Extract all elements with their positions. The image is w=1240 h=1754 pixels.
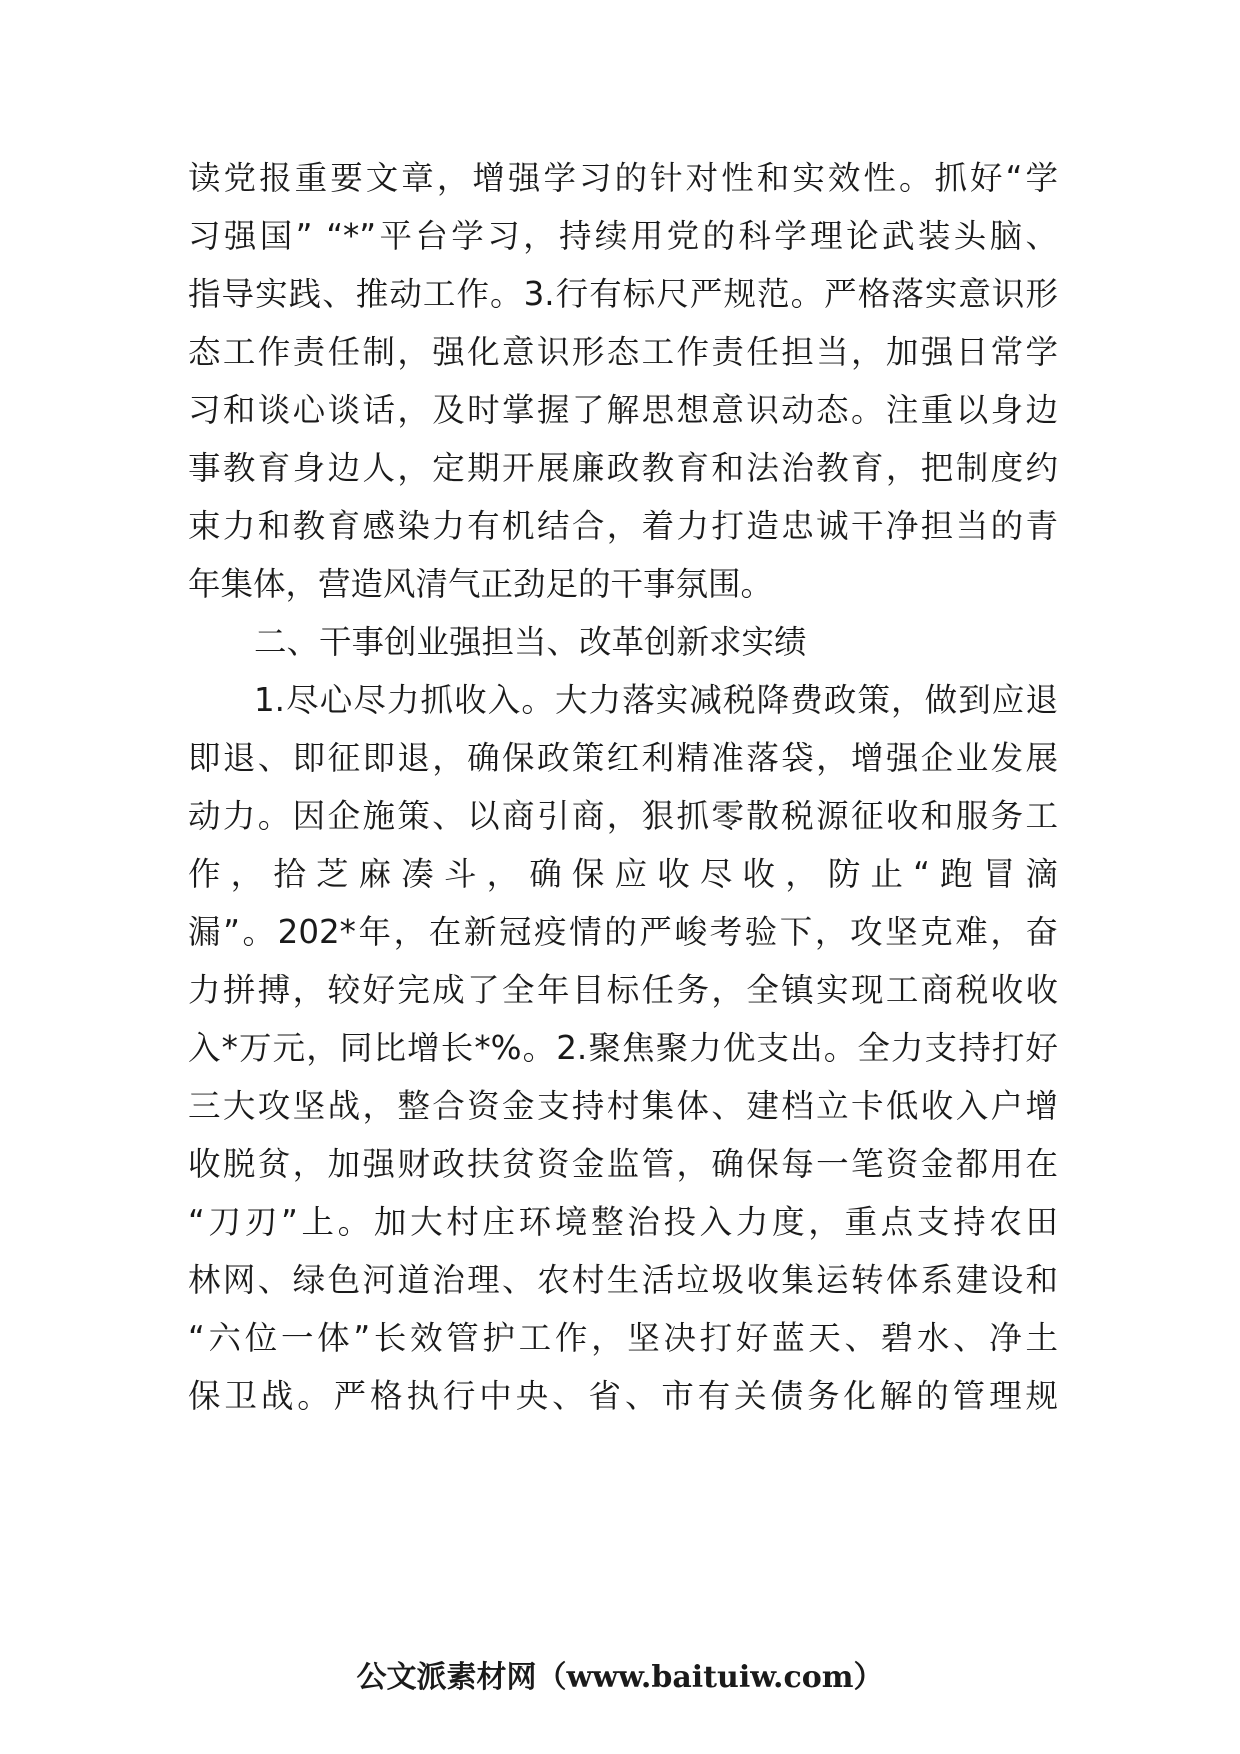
text-line: 林网、绿色河道治理、农村生活垃圾收集运转体系建设和 [188, 1261, 1058, 1299]
text-line: “六位一体”长效管护工作，坚决打好蓝天、碧水、净土 [188, 1319, 1058, 1357]
text-line: 保卫战。严格执行中央、省、市有关债务化解的管理规 [188, 1377, 1058, 1415]
text-line: 1.尽心尽力抓收入。大力落实减税降费政策，做到应退 [254, 681, 1058, 719]
text-line: 动力。因企施策、以商引商，狠抓零散税源征收和服务工 [188, 797, 1058, 835]
text-line: 三大攻坚战，整合资金支持村集体、建档立卡低收入户增 [188, 1087, 1058, 1125]
text-line: 作，拾芝麻凑斗，确保应收尽收，防止“跑冒滴 [188, 855, 1058, 893]
text-line: 力拼搏，较好完成了全年目标任务，全镇实现工商税收收 [188, 971, 1058, 1009]
text-line: 读党报重要文章，增强学习的针对性和实效性。抓好“学 [188, 159, 1058, 197]
text-line: 指导实践、推动工作。3.行有标尺严规范。严格落实意识形 [188, 275, 1058, 313]
text-line: 事教育身边人，定期开展廉政教育和法治教育，把制度约 [188, 449, 1058, 487]
text-line: “刀刃”上。加大村庄环境整治投入力度，重点支持农田 [188, 1203, 1058, 1241]
text-line: 束力和教育感染力有机结合，着力打造忠诚干净担当的青 [188, 507, 1058, 545]
text-line: 习和谈心谈话，及时掌握了解思想意识动态。注重以身边 [188, 391, 1058, 429]
text-line: 年集体，营造风清气正劲足的干事氛围。 [188, 565, 774, 603]
text-line: 入*万元，同比增长*%。2.聚焦聚力优支出。全力支持打好 [188, 1029, 1058, 1067]
text-line: 收脱贫，加强财政扶贫资金监管，确保每一笔资金都用在 [188, 1145, 1058, 1183]
text-line: 态工作责任制，强化意识形态工作责任担当，加强日常学 [188, 333, 1058, 371]
text-line: 漏”。202*年，在新冠疫情的严峻考验下，攻坚克难，奋 [188, 913, 1058, 951]
text-line: 即退、即征即退，确保政策红利精准落袋，增强企业发展 [188, 739, 1058, 777]
footer-watermark: 公文派素材网（www.baituiw.com） [356, 1660, 884, 1695]
text-line: 习强国” “*”平台学习，持续用党的科学理论武装头脑、 [188, 217, 1058, 255]
section-heading: 二、干事创业强担当、改革创新求实绩 [254, 623, 807, 661]
